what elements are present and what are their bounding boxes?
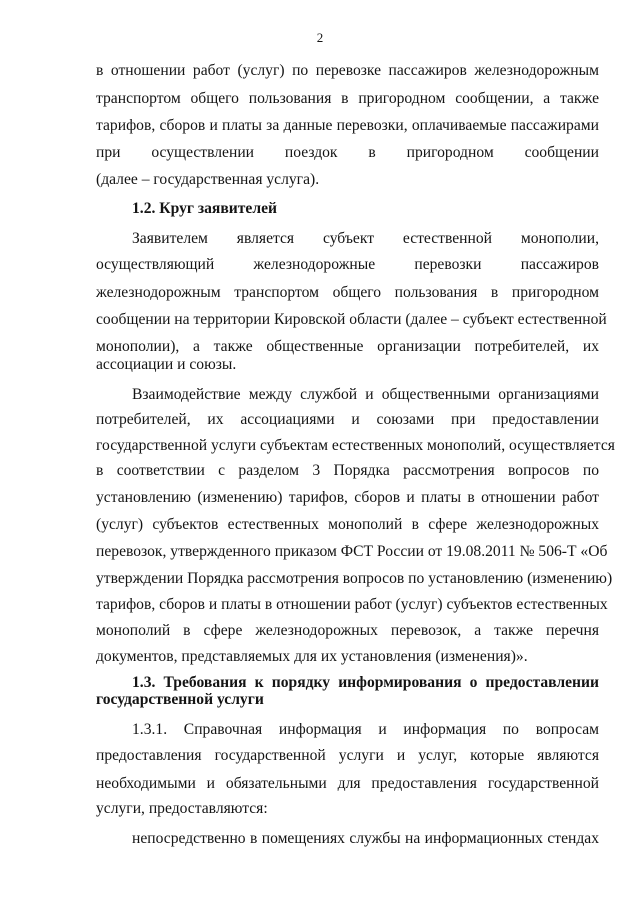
text-line: 1.3.1. Справочная информация и информация по вопросам xyxy=(132,721,599,738)
section-heading-1-3: 1.3. Требования к порядку информирования о предоставлении xyxy=(132,674,599,691)
text-line: перевозок, утвержденного приказом ФСТ России от 19.08.2011 № 506-Т «Об xyxy=(96,543,608,560)
text-line: предоставления государственной услуги и услуг, которые являются xyxy=(96,747,599,764)
text-line: Взаимодействие между службой и общественными организациями xyxy=(132,386,599,403)
text-line: необходимыми и обязательными для предоставления государственной xyxy=(96,775,599,792)
text-line: тарифов, сборов и платы за данные перевозки, оплачиваемые пассажирами xyxy=(96,117,599,134)
text-line: установлению (изменению) тарифов, сборов и платы в отношении работ xyxy=(96,489,599,506)
text-line: осуществляющий железнодорожные перевозки пассажиров xyxy=(96,256,599,273)
text-line: сообщении на территории Кировской области (далее – субъект естественной xyxy=(96,311,607,328)
page-number: 2 xyxy=(316,30,324,45)
text-line: при осуществлении поездок в пригородном сообщении xyxy=(96,144,599,161)
text-line: ассоциации и союзы. xyxy=(96,356,237,373)
text-line: в отношении работ (услуг) по перевозке пассажиров железнодорожным xyxy=(96,62,599,79)
text-line: транспортом общего пользования в пригородном сообщении, а также xyxy=(96,90,599,107)
text-line: утверждении Порядка рассмотрения вопросов по установлению (изменению) xyxy=(96,570,613,587)
text-line: (далее – государственная услуга). xyxy=(96,171,320,188)
text-line: железнодорожным транспортом общего пользования в пригородном xyxy=(96,284,599,301)
text-line: тарифов, сборов и платы в отношении работ (услуг) субъектов естественных xyxy=(96,596,608,613)
text-line: услуги, предоставляются: xyxy=(96,800,268,817)
text-line: (услуг) субъектов естественных монополий в сфере железнодорожных xyxy=(96,516,599,533)
text-line: монополий в сфере железнодорожных перевозок, а также перечня xyxy=(96,622,599,639)
text-line: монополии), а также общественные организации потребителей, их xyxy=(96,338,599,355)
text-line: государственной услуги субъектам естественных монополий, осуществляется xyxy=(96,437,615,454)
text-line: документов, представляемых для их установления (изменения)». xyxy=(96,648,528,665)
text-line: Заявителем является субъект естественной монополии, xyxy=(132,230,599,247)
text-line: непосредственно в помещениях службы на информационных стендах xyxy=(132,830,599,847)
text-line: потребителей, их ассоциациями и союзами при предоставлении xyxy=(96,411,599,428)
text-line: в соответствии с разделом 3 Порядка рассмотрения вопросов по xyxy=(96,462,599,479)
section-heading-1-2: 1.2. Круг заявителей xyxy=(132,200,277,217)
section-heading-1-3-continued: государственной услуги xyxy=(96,691,264,708)
